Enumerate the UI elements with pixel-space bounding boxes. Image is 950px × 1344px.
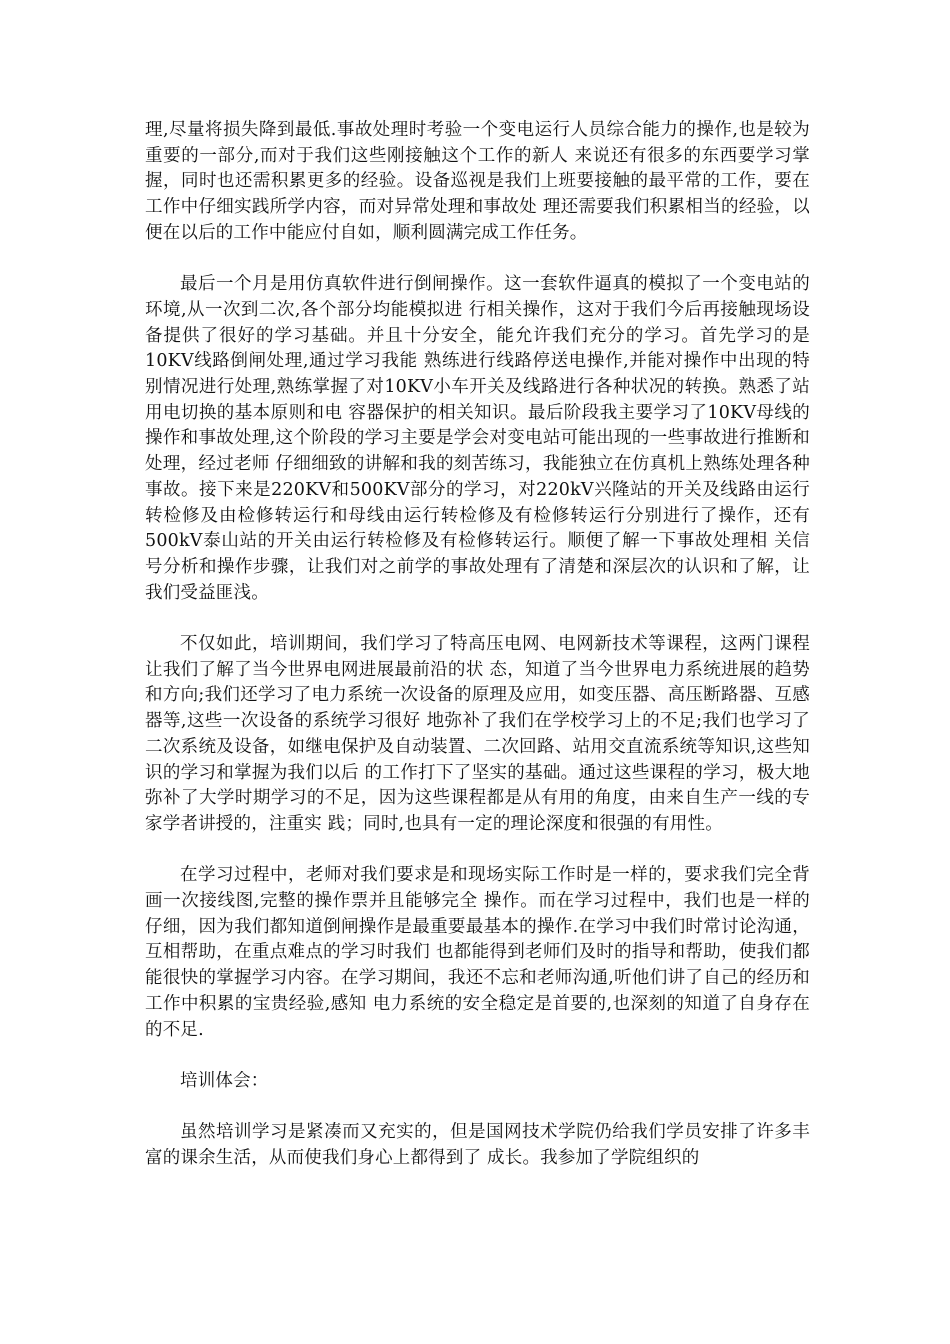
paragraph-simulation-training: 最后一个月是用仿真软件进行倒闸操作。这一套软件逼真的模拟了一个变电站的环境,从一次到二次,各个部分均能模拟进 行相关操作，这对于我们今后再接触现场设备提供了很好的学习基础。并且十分安全，能允许我们充分的学习。首先学习的是10KV线路倒闸处理,通过学习我能 熟练进行线路停送电操作,并能对操作中出现的特别情况进行处理,熟练掌握了对10KV小车开关及线路进行各种状况的转换。熟悉了站用电切换的基本原则和电 容器保护的相关知识。最后阶段我主要学习了10KV母线的操作和事故处理,这个阶段的学习主要是学会对变电站可能出现的一些事故进行推断和处理，经过老师 仔细细致的讲解和我的刻苦练习，我能独立在仿真机上熟练处理各种事故。接下来是220KV和500KV部分的学习，对220kV兴隆站的开关及线路由运行 转检修及由检修转运行和母线由运行转检修及有检修转运行分别进行了操作，还有500kV泰山站的开关由运行转检修及有检修转运行。顺便了解一下事故处理相 关信号分析和操作步骤，让我们对之前学的事故处理有了清楚和深层次的认识和了解，让我们受益匪浅。 bbox=[145, 274, 810, 603]
paragraph-learning-process: 在学习过程中，老师对我们要求是和现场实际工作时是一样的，要求我们完全背画一次接线图,完整的操作票并且能够完全 操作。而在学习过程中，我们也是一样的仔细，因为我们都知道倒闸操作是最重要最基本的操作.在学习中我们时常讨论沟通，互相帮助，在重点难点的学习时我们 也都能得到老师们及时的指导和帮助，使我们都能很快的掌握学习内容。在学习期间，我还不忘和老师沟通,听他们讲了自己的经历和工作中积累的宝贵经验,感知 电力系统的安全稳定是首要的,也深刻的知道了自身存在的不足. bbox=[145, 865, 810, 1040]
paragraph-continuation: 理,尽量将损失降到最低.事故处理时考验一个变电运行人员综合能力的操作,也是较为重要的一部分,而对于我们这些刚接触这个工作的新人 来说还有很多的东西要学习掌握，同时也还需积累更多的经验。设备巡视是我们上班要接触的最平常的工作，要在工作中仔细实践所学内容，而对异常处理和事故处 理还需要我们积累相当的经验，以便在以后的工作中能应付自如，顺利圆满完成工作任务。 bbox=[145, 120, 810, 243]
paragraph-courses: 不仅如此，培训期间，我们学习了特高压电网、电网新技术等课程，这两门课程让我们了解了当今世界电网进展最前沿的状 态，知道了当今世界电力系统进展的趋势和方向;我们还学习了电力系统一次设备的原理及应用，如变压器、高压断路器、互感器等,这些一次设备的系统学习很好 地弥补了我们在学校学习上的不足;我们也学习了二次系统及设备，如继电保护及自动装置、二次回路、站用交直流系统等知识,这些知识的学习和掌握为我们以后 的工作打下了坚实的基础。通过这些课程的学习，极大地弥补了大学时期学习的不足，因为这些课程都是从有用的角度，由来自生产一线的专家学者讲授的，注重实 践；同时,也具有一定的理论深度和很强的有用性。 bbox=[145, 634, 810, 834]
paragraph-extracurricular: 虽然培训学习是紧凑而又充实的，但是国网技术学院仍给我们学员安排了许多丰富的课余生活，从而使我们身心上都得到了 成长。我参加了学院组织的 bbox=[145, 1122, 810, 1169]
document-body bbox=[145, 118, 810, 1197]
section-heading-training-experience: 培训体会： bbox=[180, 1070, 269, 1091]
